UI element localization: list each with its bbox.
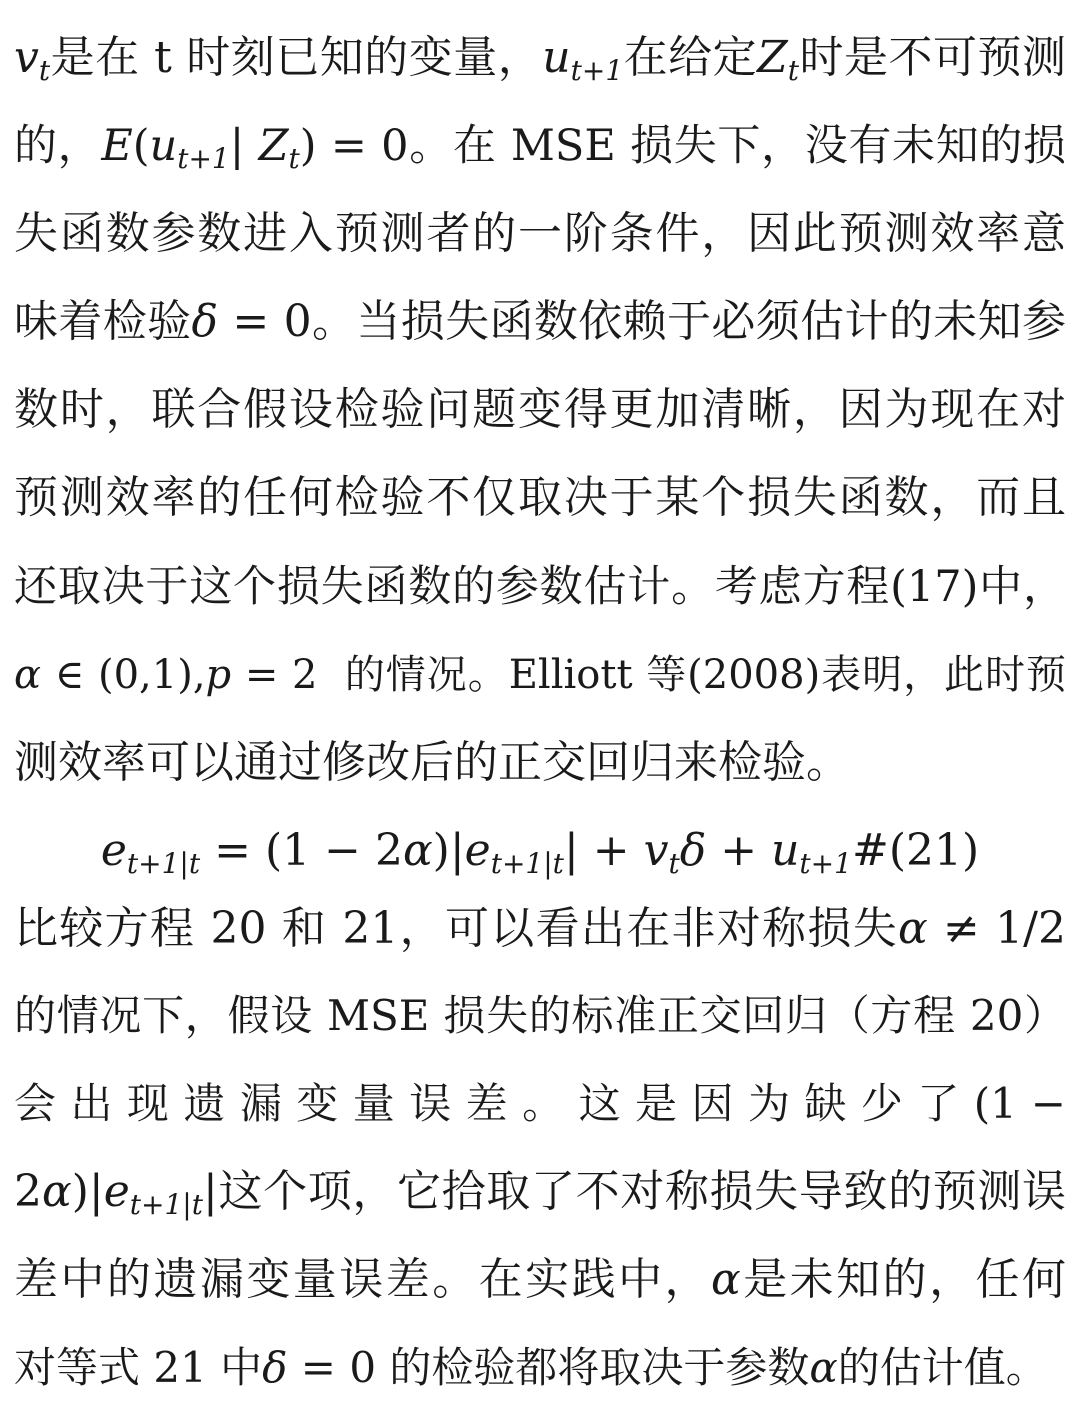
paragraph-line-14: 差中的遗漏变量误差。在实践中，α是未知的，任何 <box>14 1254 1067 1305</box>
paragraph-line-6: 预测效率的任何检验不仅取决于某个损失函数，而且 <box>14 472 1066 523</box>
equation-21: $e_{t+1|t} = (1 - 2\alpha)|e_{t+1|t}| + v_t\delta$ + $u_{t+1}\#(21)$ <box>100 825 980 880</box>
paragraph-line-11: 的情况下，假设 MSE 损失的标准正交回归（方程 20） <box>14 991 1066 1040</box>
paragraph-line-15: 对等式 21 中δ = 0 的检验都将取决于参数α的估计值。 <box>14 1343 1048 1392</box>
paragraph-line-7: 还取决于这个损失函数的参数估计。考虑方程(17)中， <box>14 562 1066 612</box>
paragraph-line-10: 比较方程 20 和 21，可以看出在非对称损失α ≠ 1/2 <box>14 903 1066 954</box>
paragraph-line-9: 测效率可以通过修改后的正交回归来检验。 <box>14 737 850 788</box>
paragraph-line-2: 的，$E(u_{t+1}|$ $Z_t) = 0$。在 MSE 损失下，没有未知的损 <box>14 121 1067 175</box>
paragraph-line-5: 数时，联合假设检验问题变得更加清晰，因为现在对 <box>14 384 1066 435</box>
paragraph-line-13: $2\alpha)|e_{t+1|t}|$这个项，它拾取了不对称损失导致的预测误 <box>14 1166 1066 1221</box>
paragraph-line-3: 失函数参数进入预测者的一阶条件，因此预测效率意 <box>14 208 1066 259</box>
paragraph-line-8: α ∈ (0,1),p = 2 的情况。Elliott 等(2008)表明，此时预 <box>14 652 1066 698</box>
paragraph-line-4: 味着检验δ = 0。当损失函数依赖于必须估计的未知参 <box>14 296 1066 347</box>
paragraph-line-1: $v_t$是在 t 时刻已知的变量，$u_{t+1}$在给定$Z_t$时是不可预测 <box>14 32 1066 87</box>
paragraph-line-12: 会 出 现 遗 漏 变 量 误 差 。 这 是 因 为 缺 少 了 (1 − <box>14 1079 1066 1128</box>
